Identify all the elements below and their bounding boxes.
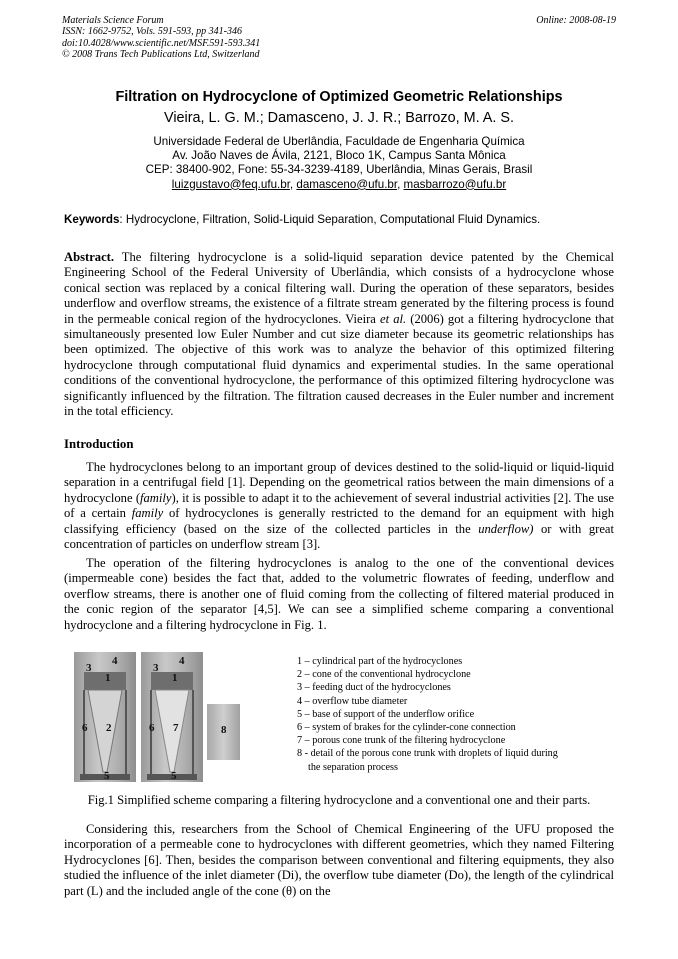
email-link-2[interactable]: damasceno@ufu.br: [296, 177, 398, 191]
figure-label: 4: [112, 655, 118, 667]
online-date: Online: 2008-08-19: [536, 15, 616, 26]
figure-label: 5: [171, 770, 177, 782]
affiliation-line-2: Av. João Naves de Ávila, 2121, Bloco 1K, Campus Santa Mônica: [172, 149, 506, 163]
figure-label: 7: [173, 722, 179, 734]
intro-paragraph-2: The operation of the filtering hydrocyclones is analog to the one of the conventional devices (impermeable cone) besides the fact that, added to the volumetric flowrates of feeding, underflow and overflow streams, there is another one of fluid coming from the collecting of filtered material produced in the conic region of the separator [4,5]. We can see a simplified scheme comparing a conventional hydrocyclone and a filtering hydrocyclone in Fig. 1.: [64, 556, 614, 632]
keywords-label: Keywords: [64, 213, 120, 226]
figure-label: 2: [106, 722, 112, 734]
affiliation: [0, 135, 678, 192]
affiliation-line-1: Universidade Federal de Uberlândia, Faculdade de Engenharia Química: [153, 135, 525, 148]
intro-p1-c: of hydrocyclones is generally restricted to the demand for an equipment with high classifying efficiency (based on the size of the collected particles in the: [64, 506, 614, 536]
keywords-text: : Hydrocyclone, Filtration, Solid-Liquid Separation, Computational Fluid Dynamics.: [119, 213, 541, 226]
journal-name: Materials Science Forum: [62, 15, 164, 26]
doi-line: doi:10.4028/www.scientific.net/MSF.591-593.341: [62, 37, 261, 49]
intro-p1-family: family: [131, 506, 164, 521]
paper-title: Filtration on Hydrocyclone of Optimized Geometric Relationships: [115, 89, 563, 105]
intro-paragraph-3: Considering this, researchers from the School of Chemical Engineering of the UFU proposed the incorporation of a permeable cone to hydrocyclones with different geometries, which they named Filtering Hydrocyclones [6]. Then, besides the comparison between conventional and filtering equipments, they also studied the influence of the inlet diameter (Di), the overflow tube diameter (Do), the length of the cylindrical part (L) and the included angle of the cone (θ) on the: [64, 822, 614, 898]
figure-label: 1: [105, 672, 111, 684]
figure-label: 8: [221, 724, 227, 736]
copyright-line: © 2008 Trans Tech Publications Ltd, Switzerland: [62, 48, 260, 60]
intro-p1-d: or with great concentration of particles on underflow stream [3].: [64, 521, 614, 552]
issn-line: ISSN: 1662-9752, Vols. 591-593, pp 341-346: [62, 26, 242, 38]
porous-cone-detail-photo: [207, 704, 240, 760]
abstract-text-1: The filtering hydrocyclone is a solid-liquid separation device patented by the Chemical Engineering School of the Federal University of Uberlândia, which consists of a hydrocyclone whose conical section was replaced by a conical filtering wall. During the operation of these separators, besides underflow and overflow streams, the existence of a filtrate stream generated by the filtering process is found in the permeable conical region of the hydrocyclones. Vieira: [64, 250, 614, 326]
legend-item: 3 – feeding duct of the hydrocyclones: [297, 682, 451, 694]
abstract: [64, 250, 614, 419]
figure-label: 3: [153, 662, 159, 674]
figure-label: 5: [104, 770, 110, 782]
affiliation-line-3: CEP: 38400-902, Fone: 55-34-3239-4189, Uberlândia, Minas Gerais, Brasil: [145, 163, 533, 177]
legend-item: 2 – cone of the conventional hydrocyclone: [297, 669, 471, 681]
intro-paragraph-1: [64, 460, 614, 552]
figure-caption: Fig.1 Simplified scheme comparing a filtering hydrocyclone and a conventional one and their parts.: [87, 793, 591, 807]
legend-item: 1 – cylindrical part of the hydrocyclones: [297, 656, 463, 667]
intro-p1-b: ), it is possible to adapt it to the achievement of several industrial activities [2]. The use of a certain: [64, 490, 614, 521]
filtering-hydrocyclone-photo: [141, 652, 203, 782]
legend-item: 8 - detail of the porous cone trunk with droplets of liquid during: [297, 748, 558, 760]
intro-p1-a: The hydrocyclones belong to an important group of devices destined to the solid-liquid or liquid-liquid separation in a centrifugal field [1]. Depending on the geometrical ratios between the main dimensions of a hydrocyclone (: [64, 460, 614, 505]
figure-label: 6: [82, 722, 88, 734]
legend-item: 6 – system of brakes for the cylinder-cone connection: [297, 722, 516, 734]
abstract-etal: et al.: [380, 311, 407, 326]
journal-header: [62, 15, 616, 60]
legend-item: 7 – porous cone trunk of the filtering hydrocyclone: [297, 735, 506, 747]
intro-p1-family: family: [140, 490, 172, 505]
abstract-text-2: (2006) got a filtering hydrocyclone that simultaneously presented low Euler Number and cut size diameter because its geometric relationships has been optimized. The objective of this work was to analyze the behavior of this optimized filtering hydrocyclone through computational fluid dynamics and experimental studies. In the same operational conditions of the conventional hydrocyclone, the performance of this optimized filtering hydrocyclone was significantly influenced by the filtration. The filtration caused decreases in the Euler number and increment in the total efficiency.: [64, 311, 615, 419]
keywords: [64, 213, 624, 226]
email-link-1[interactable]: luizgustavo@feq.ufu.br: [171, 177, 290, 191]
legend-item: 4 – overflow tube diameter: [297, 695, 408, 707]
abstract-label: Abstract.: [64, 250, 115, 264]
figure-label: 1: [172, 672, 178, 684]
introduction-heading: Introduction: [64, 437, 134, 451]
intro-p1-underflow: underflow): [478, 521, 534, 536]
legend-item: the separation process: [308, 761, 398, 773]
paper-authors: Vieira, L. G. M.; Damasceno, J. J. R.; Barrozo, M. A. S.: [163, 110, 515, 126]
email-link-3[interactable]: masbarrozo@ufu.br: [403, 177, 507, 191]
legend-item: 5 – base of support of the underflow orifice: [297, 708, 475, 720]
email-links: [0, 178, 678, 192]
figure-label: 3: [86, 662, 92, 674]
figure-label: 4: [179, 655, 185, 667]
email-separator: ,: [397, 177, 404, 191]
email-separator: ,: [289, 177, 297, 191]
figure-legend: [297, 655, 627, 774]
figure-label: 6: [149, 722, 155, 734]
conventional-hydrocyclone-photo: [74, 652, 136, 782]
